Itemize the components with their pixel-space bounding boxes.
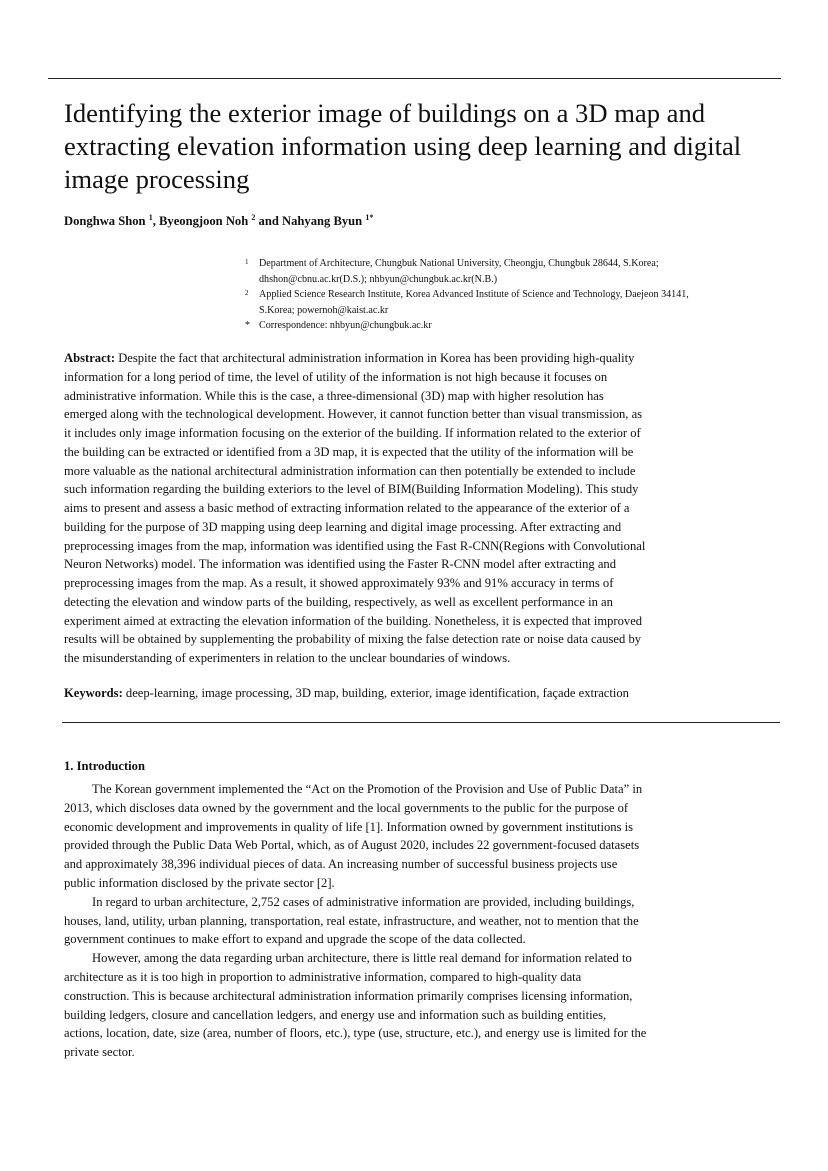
correspondence-mark: * — [245, 320, 250, 332]
body-line: public information disclosed by the private sector [2]. — [64, 875, 335, 890]
abstract-line: the misunderstanding of experimenters in relation to the unclear boundaries of windows. — [64, 651, 511, 665]
body-line: actions, location, date, size (area, number of floors, etc.), type (use, structure, etc.), and energy use is limited for the — [64, 1026, 647, 1041]
section-body — [64, 780, 782, 1062]
abstract-line: Neuron Networks) model. The information was identified using the Faster R-CNN model after extracting and — [64, 557, 617, 572]
body-paragraph — [64, 893, 782, 949]
author-name: Donghwa Shon — [64, 214, 146, 229]
body-line: government continues to make effort to expand and upgrade the scope of the data collected. — [64, 932, 526, 947]
author-affiliation-mark: 1 — [148, 213, 153, 222]
abstract-line: results will be obtained by supplementing the probability of mixing the false detection rate or noise data caused by — [64, 632, 642, 647]
section-divider — [62, 722, 780, 723]
affiliation-mark: 1 — [245, 258, 249, 266]
affiliation-line: Department of Architecture, Chungbuk National University, Cheongju, Chungbuk 28644, S.Korea; — [259, 258, 659, 269]
keywords — [64, 684, 782, 703]
body-line: economic development and improvements in quality of life [1]. Information owned by government institutions is — [64, 819, 634, 834]
keywords-text: deep-learning, image processing, 3D map, building, exterior, image identification, façade extraction — [122, 686, 629, 700]
abstract-line: such information regarding the building exteriors to the level of BIM(Building Information Modeling). This study — [64, 482, 639, 497]
author-separator: and — [255, 214, 282, 229]
abstract-line: information for a long period of time, the level of utility of the information is not high because it focuses on — [64, 369, 608, 384]
body-line: 2013, which discloses data owned by the government and the local governments to the public for the purpose of — [64, 800, 629, 815]
affiliation-item — [245, 318, 785, 334]
body-line: provided through the Public Data Web Portal, which, as of August 2020, includes 22 government-focused datasets — [64, 838, 640, 853]
body-line: The Korean government implemented the “Act on the Promotion of the Provision and Use of Public Data” in — [92, 782, 643, 796]
affiliation-list — [245, 256, 785, 334]
body-line: private sector. — [64, 1045, 135, 1060]
affiliation-line: Applied Science Research Institute, Korea Advanced Institute of Science and Technology, Daejeon 34141, — [259, 289, 689, 301]
abstract-text: Despite the fact that architectural administration information in Korea has been providing high-quality — [115, 351, 635, 365]
abstract-line: experiment aimed at extracting the elevation information of the building. Nonetheless, it is expected that improved — [64, 613, 643, 628]
abstract-line: more valuable as the national architectural administration information can then potentially be extended to include — [64, 463, 636, 478]
section-heading: 1. Introduction — [64, 759, 145, 773]
abstract-line: the building can be extracted or identified from a 3D map, it is expected that the utility of the information will be — [64, 444, 634, 459]
body-line: building ledgers, closure and cancellation ledgers, and energy use and information such as building entities, — [64, 1007, 607, 1022]
top-rule — [48, 78, 781, 79]
abstract-line: building for the purpose of 3D mapping using deep learning and digital image processing. After extracting and — [64, 519, 622, 534]
abstract-line: preprocessing images from the map, information was identified using the Fast R-CNN(Regions with Convolutional — [64, 538, 646, 553]
body-line: However, among the data regarding urban architecture, there is little real demand for information related to — [92, 951, 632, 966]
body-line: construction. This is because architectural administration information primarily comprises licensing information, — [64, 988, 633, 1003]
abstract-line — [64, 349, 782, 368]
body-paragraph — [64, 949, 782, 1062]
author-name: Nahyang Byun — [282, 214, 363, 229]
abstract — [64, 349, 782, 668]
author-separator: , — [152, 214, 159, 229]
body-line: architecture as it is too high in proportion to administrative information, compared to high-quality data — [64, 969, 582, 984]
affiliation-line: Correspondence: nhbyun@chungbuk.ac.kr — [259, 320, 432, 332]
abstract-line: detecting the elevation and window parts of the building, respectively, as well as excellent performance in an — [64, 594, 613, 609]
body-line: and approximately 38,396 individual pieces of data. An increasing number of successful business projects use — [64, 857, 618, 872]
body-line: In regard to urban architecture, 2,752 cases of administrative information are provided, including buildings, — [92, 894, 635, 909]
author-list — [64, 213, 764, 229]
paper-title: Identifying the exterior image of buildings on a 3D map and extracting elevation information using deep learning and digital image processing — [64, 98, 742, 194]
abstract-label: Abstract: — [64, 351, 116, 365]
affiliation-item — [245, 256, 785, 287]
keywords-label: Keywords: — [64, 686, 123, 700]
affiliation-line: S.Korea; powernoh@kaist.ac.kr — [259, 304, 389, 316]
body-paragraph — [64, 780, 782, 893]
author-name: Byeongjoon Noh — [159, 214, 249, 229]
abstract-line: it includes only image information focusing on the exterior of the building. If information related to the exterior of — [64, 426, 641, 440]
affiliation-item — [245, 287, 785, 318]
author-affiliation-mark: 2 — [251, 213, 256, 222]
affiliation-mark: 2 — [245, 289, 249, 298]
affiliation-line: dhshon@cbnu.ac.kr(D.S.); nhbyun@chungbuk.ac.kr(N.B.) — [259, 273, 498, 285]
body-line: houses, land, utility, urban planning, transportation, real estate, infrastructure, and weather, not to mention that the — [64, 913, 639, 928]
abstract-line: emerged along with the technological development. However, it cannot function better than visual transmission, as — [64, 407, 643, 422]
abstract-line: aims to present and assess a basic method of extracting information related to the appearance of the exterior of a — [64, 501, 630, 515]
abstract-line: administrative information. While this is the case, a three-dimensional (3D) map with higher resolution has — [64, 388, 604, 403]
author-affiliation-mark: 1* — [365, 213, 374, 222]
abstract-line: preprocessing images from the map. As a result, it showed approximately 93% and 91% accuracy in terms of — [64, 576, 614, 590]
